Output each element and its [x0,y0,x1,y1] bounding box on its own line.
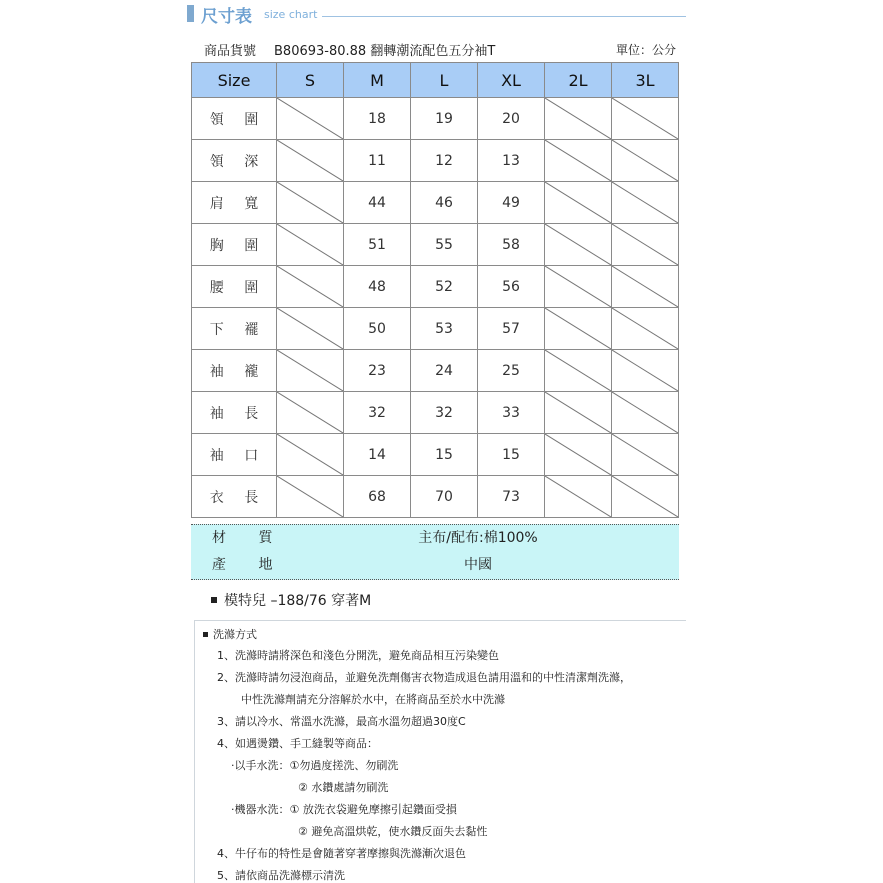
wash-line: 3、請以冷水、常溫水洗滌，最高水溫勿超過30度C [217,715,466,728]
diagonal-slash-icon [545,98,611,139]
wash-line: ② 水鑽處請勿刷洗 [298,781,389,794]
size-value-cell: 24 [411,350,478,392]
size-value-cell: 15 [411,434,478,476]
not-available-cell [612,350,679,392]
diagonal-slash-icon [545,350,611,391]
size-value-cell: 50 [344,308,411,350]
not-available-cell [612,476,679,518]
diagonal-slash-icon [277,350,343,391]
origin-value: 中國 [464,557,492,573]
size-value-cell: 32 [411,392,478,434]
size-row [192,350,679,392]
wash-line: ‧機器水洗：① 放洗衣袋避免摩擦引起鑽面受損 [231,803,457,816]
not-available-cell [545,434,612,476]
size-header-cell: 2L [545,63,612,98]
not-available-cell [612,182,679,224]
not-available-cell [545,140,612,182]
diagonal-slash-icon [612,350,678,391]
size-row [192,308,679,350]
not-available-cell [545,476,612,518]
size-value-cell: 70 [411,476,478,518]
size-row [192,476,679,518]
size-value-cell: 32 [344,392,411,434]
size-value-cell: 46 [411,182,478,224]
size-value-cell: 49 [478,182,545,224]
not-available-cell [612,392,679,434]
size-value-cell: 73 [478,476,545,518]
header-accent-bar [187,5,194,22]
not-available-cell [612,266,679,308]
diagonal-slash-icon [277,182,343,223]
size-row [192,224,679,266]
header-divider [322,16,686,17]
size-value-cell: 15 [478,434,545,476]
bullet-square-icon [211,597,217,603]
size-value-cell: 52 [411,266,478,308]
measurement-label: 衣 長 [192,476,277,518]
size-value-cell: 56 [478,266,545,308]
material-value: 主布/配布:棉100% [418,530,538,546]
not-available-cell [545,392,612,434]
size-header-cell: XL [478,63,545,98]
origin-label: 產 地 [212,557,287,573]
diagonal-slash-icon [612,98,678,139]
model-text: 模特兒 –188/76 穿著M [224,593,372,609]
diagonal-slash-icon [612,392,678,433]
not-available-cell [545,266,612,308]
not-available-cell [545,182,612,224]
size-header-row [192,63,679,98]
size-value-cell: 23 [344,350,411,392]
diagonal-slash-icon [612,266,678,307]
size-value-cell: 68 [344,476,411,518]
wash-line: 5、請依商品洗滌標示清洗 [217,869,345,882]
diagonal-slash-icon [277,476,343,517]
size-header-cell: L [411,63,478,98]
diagonal-slash-icon [612,434,678,475]
measurement-label: 肩 寬 [192,182,277,224]
measurement-label: 袖 襱 [192,350,277,392]
size-value-cell: 13 [478,140,545,182]
not-available-cell [277,308,344,350]
size-row [192,434,679,476]
diagonal-slash-icon [545,392,611,433]
size-value-cell: 58 [478,224,545,266]
size-value-cell: 11 [344,140,411,182]
material-row [191,525,679,552]
size-value-cell: 18 [344,98,411,140]
not-available-cell [277,140,344,182]
measurement-label: 胸 圍 [192,224,277,266]
size-header-cell: S [277,63,344,98]
wash-line: 2、洗滌時請勿浸泡商品，並避免洗劑傷害衣物造成退色請用溫和的中性清潔劑洗滌， [217,671,631,684]
not-available-cell [277,266,344,308]
not-available-cell [545,308,612,350]
diagonal-slash-icon [545,182,611,223]
measurement-label: 袖 長 [192,392,277,434]
not-available-cell [277,476,344,518]
size-value-cell: 51 [344,224,411,266]
measurement-label: 下 襬 [192,308,277,350]
size-value-cell: 33 [478,392,545,434]
diagonal-slash-icon [545,266,611,307]
material-box [191,524,679,580]
wash-line: ‧以手水洗：①勿過度搓洗、勿刷洗 [231,759,399,772]
size-value-cell: 14 [344,434,411,476]
size-value-cell: 53 [411,308,478,350]
unit-label: 單位：公分 [616,43,677,57]
size-value-cell: 20 [478,98,545,140]
size-table-body [192,98,679,518]
bullet-square-icon [203,632,208,637]
model-info [211,590,371,610]
diagonal-slash-icon [277,266,343,307]
page-subtitle: size chart [264,8,318,21]
diagonal-slash-icon [277,392,343,433]
diagonal-slash-icon [612,182,678,223]
size-value-cell: 19 [411,98,478,140]
product-label: 商品貨號 [204,44,257,59]
diagonal-slash-icon [612,140,678,181]
diagonal-slash-icon [277,434,343,475]
material-label: 材 質 [212,530,287,546]
size-row [192,140,679,182]
diagonal-slash-icon [277,224,343,265]
size-header-cell: M [344,63,411,98]
measurement-label: 腰 圍 [192,266,277,308]
wash-left-border [194,620,195,883]
wash-line: ② 避免高溫烘乾，使水鑽反面失去黏性 [298,825,488,838]
diagonal-slash-icon [545,140,611,181]
measurement-label: 領 深 [192,140,277,182]
size-row [192,392,679,434]
wash-title-text: 洗滌方式 [213,628,257,641]
not-available-cell [612,308,679,350]
diagonal-slash-icon [612,476,678,517]
measurement-label: 領 圍 [192,98,277,140]
size-value-cell: 48 [344,266,411,308]
size-header-cell: 3L [612,63,679,98]
wash-line: 4、牛仔布的特性是會隨著穿著摩擦與洗滌漸次退色 [217,847,466,860]
size-table [191,62,679,518]
diagonal-slash-icon [277,140,343,181]
wash-line: 1、洗滌時請將深色和淺色分開洗，避免商品相互污染變色 [217,649,499,662]
not-available-cell [277,224,344,266]
diagonal-slash-icon [545,224,611,265]
diagonal-slash-icon [612,308,678,349]
not-available-cell [545,350,612,392]
size-row [192,182,679,224]
not-available-cell [545,224,612,266]
measurement-label: 袖 口 [192,434,277,476]
page-title: 尺寸表 [201,7,252,27]
size-value-cell: 25 [478,350,545,392]
not-available-cell [277,434,344,476]
wash-title [203,626,257,642]
not-available-cell [545,98,612,140]
size-value-cell: 44 [344,182,411,224]
diagonal-slash-icon [545,308,611,349]
wash-divider [194,620,686,621]
wash-line: 中性洗滌劑請充分溶解於水中，在將商品至於水中洗滌 [241,693,505,706]
not-available-cell [277,182,344,224]
size-value-cell: 57 [478,308,545,350]
not-available-cell [612,98,679,140]
diagonal-slash-icon [545,434,611,475]
not-available-cell [612,140,679,182]
size-header-label: Size [192,63,277,98]
size-value-cell: 55 [411,224,478,266]
origin-row [191,552,679,579]
product-info [204,40,495,59]
not-available-cell [277,392,344,434]
not-available-cell [612,434,679,476]
diagonal-slash-icon [277,308,343,349]
size-row [192,266,679,308]
diagonal-slash-icon [277,98,343,139]
wash-line: 4、如遇燙鑽、手工縫製等商品： [217,737,378,750]
diagonal-slash-icon [545,476,611,517]
not-available-cell [612,224,679,266]
size-row [192,98,679,140]
size-value-cell: 12 [411,140,478,182]
not-available-cell [277,350,344,392]
diagonal-slash-icon [612,224,678,265]
product-code: B80693-80.88 翻轉潮流配色五分袖T [274,44,496,59]
not-available-cell [277,98,344,140]
